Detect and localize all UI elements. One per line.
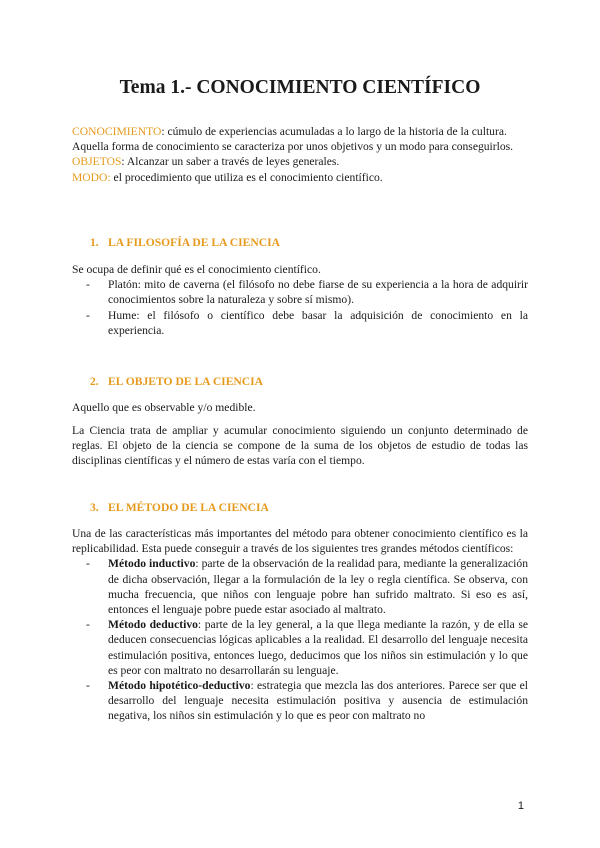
section-intro: Se ocupa de definir qué es el conocimiento científico.: [72, 263, 321, 276]
intro-definitions: [72, 124, 528, 185]
method-term: Método inductivo: [108, 557, 196, 571]
paragraph: La Ciencia trata de ampliar y acumular conocimiento siguiendo un conjunto determinado de reglas. El objeto de la ciencia se compone de la suma de los objetos de estudio de todas las disciplinas científicas y el número de estas varía con el tiempo.: [72, 424, 528, 468]
methods-list: [72, 556, 528, 723]
dash-marker: -: [86, 679, 90, 693]
list-item: [72, 556, 528, 617]
method-description: : parte de la observación de la realidad para, mediante la generalización de dicha observación, llegar a la formulación de la ley o regla científica. Se observa, con mucha frecuencia, que niños con lenguaje pobre han sufrido maltrato. Si eso es así, entonces el lenguaje pobre puede estar asociado al maltrato.: [108, 557, 528, 617]
page-number: 1: [517, 800, 524, 812]
page-title: Tema 1.- CONOCIMIENTO CIENTÍFICO: [119, 77, 481, 98]
method-term: Método hipotético-deductivo: [108, 679, 251, 693]
definition-conocimiento: [72, 124, 528, 139]
list-item: [72, 678, 528, 724]
modo-label: MODO:: [72, 170, 111, 184]
section-heading-text: LA FILOSOFÍA DE LA CIENCIA: [108, 236, 281, 249]
definition-objetos: [72, 154, 528, 169]
objetos-label: OBJETOS: [72, 155, 122, 169]
philosophers-list: [72, 277, 528, 338]
section-number: 3.: [90, 501, 99, 514]
section-number: 1.: [90, 236, 99, 249]
list-item-text: Hume: el filósofo o científico debe basar la adquisición de conocimiento en la experiencia.: [108, 308, 528, 337]
section-heading-text: EL MÉTODO DE LA CIENCIA: [108, 501, 269, 514]
section-objeto-body: [72, 400, 528, 415]
definition-modo: [72, 170, 528, 185]
dash-marker: -: [86, 618, 90, 632]
paragraph: Aquello que es observable y/o medible.: [72, 401, 256, 414]
modo-text: el procedimiento que utiliza es el conocimiento científico.: [110, 170, 383, 184]
method-term: Método deductivo: [108, 618, 198, 632]
list-item-text: Platón: mito de caverna (el filósofo no debe fiarse de su experiencia a la hora de adquirir conocimientos sobre la naturaleza y sobre sí mismo).: [108, 278, 528, 307]
aquella-paragraph: Aquella forma de conocimiento se caracteriza por unos objetivos y un modo para conseguirlos.: [72, 140, 514, 154]
section-filosofia-body: [72, 262, 528, 338]
dash-marker: -: [86, 278, 90, 292]
section-filosofia: [72, 235, 528, 250]
section-heading: [72, 374, 528, 389]
section-intro: Una de las características más importantes del método para obtener conocimiento científico es la replicabilidad. Esta puede conseguir a través de los siguientes tres grandes métodos científicos:: [72, 527, 528, 556]
objetos-text: : Alcanzar un saber a través de leyes generales.: [121, 155, 340, 169]
section-heading-text: EL OBJETO DE LA CIENCIA: [108, 375, 264, 388]
dash-marker: -: [86, 557, 90, 571]
section-heading: [72, 500, 528, 515]
section-objeto: [72, 374, 528, 389]
method-description: : parte de la ley general, a la que llega mediante la razón, y de ella se deducen consecuencias lógicas aplicables a la realidad. El desarrollo del lenguaje necesita estimulación positiva, entonces luego, deducimos que los niños sin estimulación y lo que es peor con maltrato no desarrollarán su lenguaje.: [108, 618, 529, 677]
conocimiento-text: : cúmulo de experiencias acumuladas a lo largo de la historia de la cultura.: [161, 125, 507, 138]
conocimiento-label: CONOCIMIENTO: [72, 125, 162, 138]
list-item: [72, 277, 528, 307]
section-metodo-body: [72, 526, 528, 724]
section-objeto-body-2: [72, 423, 528, 469]
dash-marker: -: [86, 308, 90, 322]
method-description: : estrategia que mezcla las dos anteriores. Parece ser que el desarrollo del lenguaje necesita estimulación positiva y ausencia de estimulación negativa, los niños sin estimulación y lo que es peor con maltrato no: [108, 679, 528, 723]
list-item: [72, 308, 528, 338]
section-heading: [72, 235, 528, 250]
section-number: 2.: [90, 375, 99, 388]
list-item: [72, 617, 528, 678]
section-metodo: [72, 500, 528, 515]
